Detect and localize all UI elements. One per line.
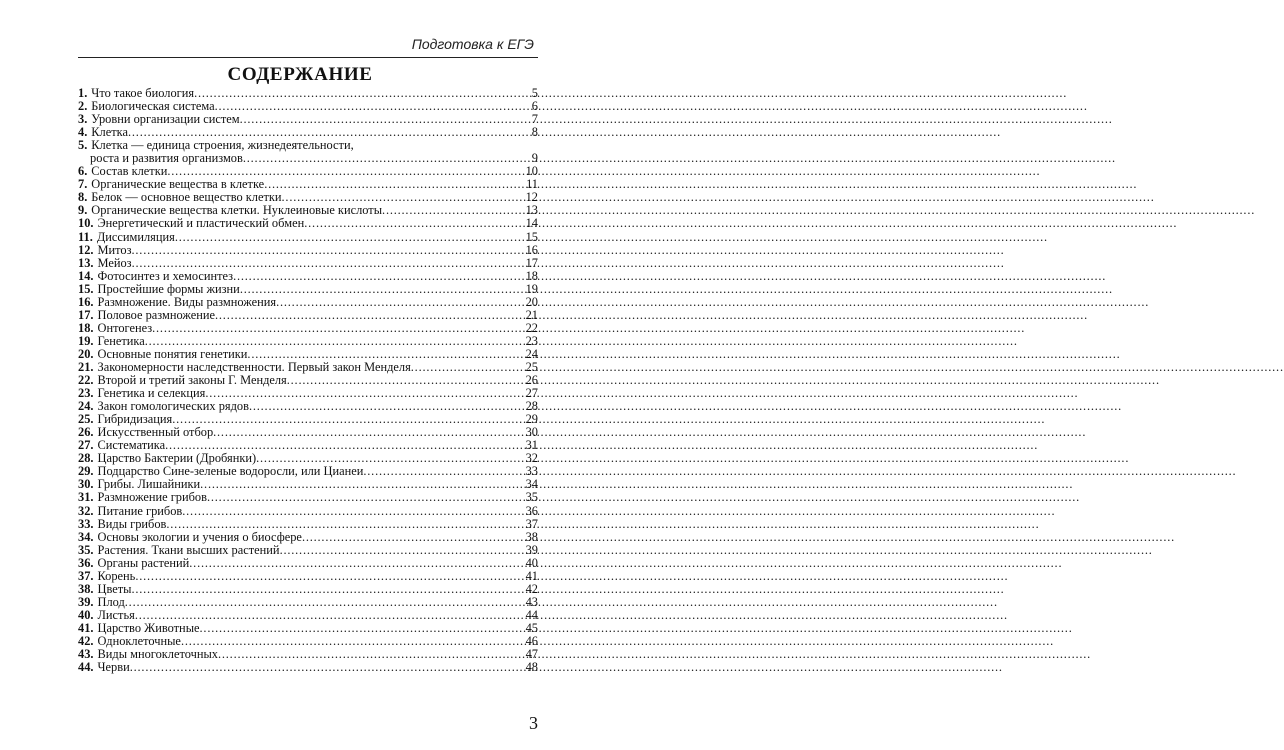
toc-entry-number: 40. bbox=[78, 607, 94, 622]
toc-entry bbox=[78, 270, 538, 283]
toc-entry-title-continued: роста и развития организмов bbox=[90, 151, 243, 166]
toc-entry-title: Органы растений bbox=[97, 555, 190, 570]
toc-entry-number: 4. bbox=[78, 125, 88, 140]
toc-entry-page: 29 bbox=[525, 412, 538, 427]
toc-entry-line bbox=[78, 505, 538, 518]
toc-dot-leader bbox=[135, 609, 525, 622]
toc-entry-number: 3. bbox=[78, 112, 88, 127]
toc-dot-leader bbox=[166, 518, 524, 531]
toc-entry-title: Царство Животные bbox=[97, 620, 200, 635]
toc-entry-title: Гибридизация bbox=[97, 412, 173, 427]
toc-entry-title: Закономерности наследственности. Первый закон Менделя bbox=[97, 359, 411, 374]
toc-entry bbox=[78, 583, 538, 596]
toc-entry-title: Диссимиляция bbox=[96, 229, 175, 244]
toc-entry bbox=[78, 622, 538, 635]
toc-entry-number: 30. bbox=[78, 477, 94, 492]
toc-dot-leader bbox=[233, 270, 525, 283]
toc-dot-leader bbox=[145, 335, 525, 348]
toc-entry-page: 38 bbox=[525, 529, 538, 544]
toc-dot-leader bbox=[132, 257, 525, 270]
toc-entry-title: Размножение грибов bbox=[97, 490, 207, 505]
toc-entry bbox=[78, 139, 538, 165]
toc-dot-leader bbox=[152, 322, 524, 335]
toc-entry-number: 32. bbox=[78, 503, 94, 518]
toc-entry-title: Основы экологии и учения о биосфере bbox=[97, 529, 302, 544]
toc-entry bbox=[78, 283, 538, 296]
toc-entry-page: 25 bbox=[525, 359, 538, 374]
toc-entry-page: 16 bbox=[525, 242, 538, 257]
toc-entry-number: 18. bbox=[78, 320, 94, 335]
toc-entry-page: 28 bbox=[525, 399, 538, 414]
toc-entry-page: 21 bbox=[525, 307, 538, 322]
toc-entry-line bbox=[78, 322, 538, 335]
toc-entry bbox=[78, 609, 538, 622]
toc-entry-title: Мейоз bbox=[97, 255, 132, 270]
toc-entry-page: 9 bbox=[531, 151, 538, 166]
toc-entry-number: 10. bbox=[78, 216, 94, 231]
toc-entry-number: 17. bbox=[78, 307, 94, 322]
toc-entry-title: Цветы bbox=[97, 581, 132, 596]
toc-entry-number: 43. bbox=[78, 647, 94, 662]
toc-entry-page: 12 bbox=[525, 190, 538, 205]
toc-dot-leader bbox=[240, 283, 525, 296]
toc-entry-title: Фотосинтез и хемосинтез bbox=[97, 268, 234, 283]
toc-entry bbox=[78, 518, 538, 531]
toc-entry-title: Листья bbox=[97, 607, 135, 622]
toc-entry-number: 15. bbox=[78, 281, 94, 296]
toc-entry-page: 8 bbox=[531, 125, 538, 140]
toc-entry-title: Простейшие формы жизни bbox=[97, 281, 240, 296]
toc-entry bbox=[78, 570, 538, 583]
toc-entry-title: Органические вещества клетки. Нуклеиновые кислоты bbox=[91, 203, 383, 218]
toc-entry-page: 47 bbox=[525, 647, 538, 662]
toc-entry-title: Клетка bbox=[91, 125, 128, 140]
toc-entry-title: Царство Бактерии (Дробянки) bbox=[97, 451, 257, 466]
toc-entry-title: Второй и третий законы Г. Менделя bbox=[97, 373, 287, 388]
toc-entry-page: 15 bbox=[525, 229, 538, 244]
toc-entry-page: 39 bbox=[525, 542, 538, 557]
toc-entry-page: 24 bbox=[525, 346, 538, 361]
toc-entry-title: Закон гомологических рядов bbox=[97, 399, 249, 414]
toc-entry-title: Подцарство Сине-зеленые водоросли, или Цианеи bbox=[97, 464, 364, 479]
toc-entry-page: 31 bbox=[525, 438, 538, 453]
toc-entry-title: Корень bbox=[97, 568, 136, 583]
toc-entry-title: Генетика и селекция bbox=[97, 386, 206, 401]
toc-entry-page: 35 bbox=[525, 490, 538, 505]
toc-entry-page: 27 bbox=[525, 386, 538, 401]
toc-entry-title: Генетика bbox=[97, 333, 145, 348]
toc-entry-number: 42. bbox=[78, 633, 94, 648]
toc-entry bbox=[78, 257, 538, 270]
toc-entry-number: 31. bbox=[78, 490, 94, 505]
toc-dot-leader bbox=[182, 505, 524, 518]
toc-entry-number: 26. bbox=[78, 425, 94, 440]
toc-entry-line bbox=[78, 244, 538, 257]
toc-entry-title: Основные понятия генетики bbox=[97, 346, 248, 361]
toc-entry-title: Одноклеточные bbox=[97, 633, 181, 648]
toc-entry-number: 35. bbox=[78, 542, 94, 557]
toc-entry-title: Что такое биология bbox=[91, 86, 195, 100]
toc-dot-leader bbox=[215, 309, 525, 322]
toc-entry-line bbox=[78, 609, 538, 622]
toc-dot-leader bbox=[276, 296, 525, 309]
toc-dot-leader bbox=[130, 661, 525, 674]
toc-entry-title: Виды многоклеточных bbox=[97, 647, 218, 662]
toc-entry bbox=[78, 544, 538, 557]
toc-entry-number: 36. bbox=[78, 555, 94, 570]
toc-entry-page: 41 bbox=[525, 568, 538, 583]
toc-entry-line bbox=[78, 557, 538, 570]
toc-entry-page: 43 bbox=[525, 594, 538, 609]
toc-dot-leader bbox=[132, 244, 525, 257]
toc-entry-line bbox=[78, 217, 538, 230]
toc-entry-number: 28. bbox=[78, 451, 94, 466]
toc-entry-title: Состав клетки bbox=[91, 164, 168, 179]
toc-entry-page: 7 bbox=[531, 112, 538, 127]
toc-entry-page: 42 bbox=[525, 581, 538, 596]
toc-entry-number: 2. bbox=[78, 99, 88, 114]
toc-entry-page: 23 bbox=[525, 333, 538, 348]
toc-entry-number: 22. bbox=[78, 373, 94, 388]
toc-entry-number: 34. bbox=[78, 529, 94, 544]
toc-entry bbox=[78, 309, 538, 322]
toc-entry-page: 37 bbox=[525, 516, 538, 531]
toc-entry-number: 6. bbox=[78, 164, 88, 179]
toc-entry-number: 20. bbox=[78, 346, 94, 361]
page-number: 3 bbox=[529, 713, 538, 733]
toc-entry-title: Систематика bbox=[97, 438, 166, 453]
header-rule bbox=[78, 57, 538, 58]
toc-entry-number: 21. bbox=[78, 359, 94, 374]
toc-entry-page: 5 bbox=[531, 86, 538, 100]
toc-entry-number: 24. bbox=[78, 399, 94, 414]
toc-entry-title: Искусственный отбор bbox=[97, 425, 214, 440]
toc-entry-line bbox=[78, 335, 538, 348]
toc-entry-line bbox=[78, 596, 538, 609]
toc-entry-line bbox=[78, 583, 538, 596]
toc-entry-line bbox=[78, 257, 538, 270]
toc-entry bbox=[78, 335, 538, 348]
toc-entry-line bbox=[78, 491, 538, 504]
toc-entry-number: 39. bbox=[78, 594, 94, 609]
toc-entry-number: 13. bbox=[78, 255, 94, 270]
toc-entry-page: 20 bbox=[525, 294, 538, 309]
toc-entry-page: 36 bbox=[525, 503, 538, 518]
toc-dot-leader bbox=[135, 570, 524, 583]
toc-entry-page: 19 bbox=[525, 281, 538, 296]
toc-entry-line bbox=[78, 544, 538, 557]
toc-entry-line bbox=[78, 518, 538, 531]
toc-entry-page: 30 bbox=[525, 425, 538, 440]
toc-entry-number: 27. bbox=[78, 438, 94, 453]
toc-entry-line bbox=[78, 231, 538, 244]
toc-entry-page: 46 bbox=[525, 633, 538, 648]
toc-entry-page: 18 bbox=[525, 268, 538, 283]
toc-entry-number: 8. bbox=[78, 190, 88, 205]
toc-entry bbox=[78, 505, 538, 518]
toc-entry-number: 19. bbox=[78, 333, 94, 348]
toc-entry-number: 1. bbox=[78, 86, 88, 100]
toc-entry-title: Половое размножение bbox=[97, 307, 215, 322]
toc-entry bbox=[78, 596, 538, 609]
toc-entry-number: 44. bbox=[78, 660, 94, 675]
toc-entry-title: Биологическая система bbox=[91, 99, 215, 114]
toc-entry-title: Грибы. Лишайники bbox=[97, 477, 201, 492]
toc-entry-line bbox=[78, 270, 538, 283]
toc-entry-page: 14 bbox=[525, 216, 538, 231]
toc-entry-page: 45 bbox=[525, 620, 538, 635]
running-header: Подготовка к ЕГЭ bbox=[411, 36, 534, 52]
toc-entry-number: 7. bbox=[78, 177, 88, 192]
toc-entry-number: 12. bbox=[78, 242, 94, 257]
toc-entry-number: 11. bbox=[78, 229, 93, 244]
toc-entry-page: 26 bbox=[525, 373, 538, 388]
toc-entry-title: Органические вещества в клетке bbox=[91, 177, 265, 192]
toc-entry-number: 9. bbox=[78, 203, 88, 218]
toc-entry-page: 22 bbox=[525, 320, 538, 335]
toc-entry-line bbox=[78, 296, 538, 309]
toc-dot-leader bbox=[189, 557, 524, 570]
toc-dot-leader bbox=[207, 491, 525, 504]
toc-entry-page: 17 bbox=[525, 255, 538, 270]
toc-entry-page: 13 bbox=[525, 203, 538, 218]
toc-entry bbox=[78, 244, 538, 257]
toc-entry-title: Размножение. Виды размножения bbox=[97, 294, 277, 309]
toc-entry-title: Плод bbox=[97, 594, 125, 609]
toc-entry-title: Энергетический и пластический обмен bbox=[97, 216, 305, 231]
toc-entry-page: 48 bbox=[525, 660, 538, 675]
toc-dot-leader bbox=[125, 596, 525, 609]
toc-entry-line bbox=[78, 570, 538, 583]
toc-entry-number: 5. bbox=[78, 138, 88, 153]
toc-entry-number: 25. bbox=[78, 412, 94, 427]
toc-entry-page: 33 bbox=[525, 464, 538, 479]
toc-entry-number: 16. bbox=[78, 294, 94, 309]
toc-entry-title: Виды грибов bbox=[97, 516, 167, 531]
toc-entry bbox=[78, 217, 538, 230]
toc-entry-line bbox=[78, 661, 538, 674]
toc-dot-leader bbox=[131, 583, 524, 596]
toc-entry-line bbox=[78, 283, 538, 296]
toc-dot-leader bbox=[302, 531, 525, 544]
toc-entry bbox=[78, 557, 538, 570]
toc-entry bbox=[78, 491, 538, 504]
toc-entry-number: 38. bbox=[78, 581, 94, 596]
toc-entry-title: Питание грибов bbox=[97, 503, 183, 518]
toc-dot-leader bbox=[304, 217, 524, 230]
toc-entry-number: 14. bbox=[78, 268, 94, 283]
toc-entry-title: Уровни организации систем bbox=[91, 112, 240, 127]
toc-entry-page: 32 bbox=[525, 451, 538, 466]
toc-dot-leader bbox=[200, 622, 525, 635]
toc-entry-number: 29. bbox=[78, 464, 94, 479]
toc-entry-line bbox=[78, 309, 538, 322]
toc-entry-line bbox=[78, 531, 538, 544]
toc-entry-title: Растения. Ткани высших растений bbox=[97, 542, 280, 557]
toc-entry-page: 40 bbox=[525, 555, 538, 570]
toc-entry-page: 34 bbox=[525, 477, 538, 492]
toc-entry bbox=[78, 231, 538, 244]
toc-entry bbox=[78, 296, 538, 309]
toc-dot-leader bbox=[280, 544, 525, 557]
toc-entry bbox=[78, 322, 538, 335]
toc-entry-page: 10 bbox=[525, 164, 538, 179]
toc-entry-line bbox=[78, 622, 538, 635]
toc-entry-page: 6 bbox=[531, 99, 538, 114]
toc-entry-page: 11 bbox=[526, 177, 538, 192]
toc-dot-leader bbox=[175, 231, 525, 244]
toc-entry-title: Митоз bbox=[97, 242, 132, 257]
toc-entry-title: Черви bbox=[97, 660, 130, 675]
toc-entry-number: 41. bbox=[78, 620, 94, 635]
toc-entry-title: Онтогенез bbox=[97, 320, 153, 335]
toc-entry-page: 44 bbox=[525, 607, 538, 622]
toc-entry bbox=[78, 661, 538, 674]
toc-entry-number: 33. bbox=[78, 516, 94, 531]
toc-entry bbox=[78, 531, 538, 544]
page-title: СОДЕРЖАНИЕ bbox=[227, 64, 373, 85]
toc-entry-title: Клетка — единица строения, жизнедеятельности, bbox=[91, 138, 354, 153]
toc-entry-number: 23. bbox=[78, 386, 94, 401]
table-of-contents bbox=[78, 87, 538, 674]
toc-entry-number: 37. bbox=[78, 568, 94, 583]
toc-entry-title: Белок — основное вещество клетки bbox=[91, 190, 282, 205]
